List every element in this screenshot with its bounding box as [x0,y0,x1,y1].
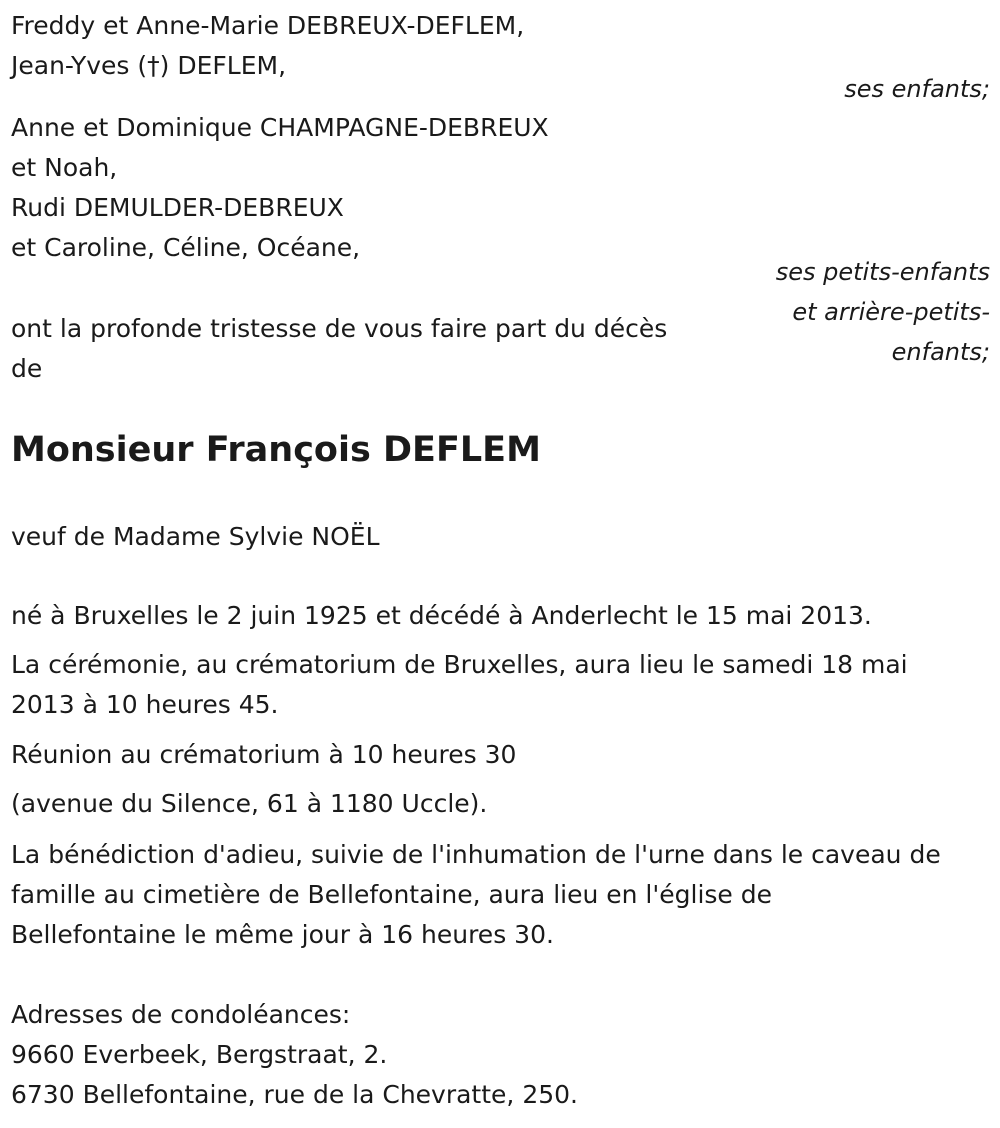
grandchildren-role-line-2: et arrière-petits- [792,298,990,326]
condolences-title: Adresses de condoléances: [11,1000,351,1029]
condolence-address-2: 6730 Bellefontaine, rue de la Chevratte, 250. [11,1080,578,1109]
announcement-line-2: de [11,354,43,383]
blessing-line-2: famille au cimetière de Bellefontaine, aura lieu en l'église de [11,880,772,909]
birth-death: né à Bruxelles le 2 juin 1925 et décédé à Anderlecht le 15 mai 2013. [11,601,872,630]
grandchild-line-3: Rudi DEMULDER-DEBREUX [11,193,344,222]
children-role: ses enfants; [844,75,990,103]
ceremony-line-1: La cérémonie, au crématorium de Bruxelles, aura lieu le samedi 18 mai [11,650,908,679]
child-line-1: Freddy et Anne-Marie DEBREUX-DEFLEM, [11,11,525,40]
child-line-2: Jean-Yves (†) DEFLEM, [11,51,287,80]
deceased-name: Monsieur François DEFLEM [11,430,541,470]
grandchild-line-4: et Caroline, Céline, Océane, [11,233,361,262]
announcement-line-1: ont la profonde tristesse de vous faire part du décès [11,314,668,343]
grandchildren-role-line-3: enfants; [891,338,990,366]
meeting: Réunion au crématorium à 10 heures 30 [11,740,517,769]
grandchild-line-2: et Noah, [11,153,118,182]
widower-of: veuf de Madame Sylvie NOËL [11,522,380,551]
grandchildren-role-line-1: ses petits-enfants [775,258,990,286]
condolence-address-1: 9660 Everbeek, Bergstraat, 2. [11,1040,388,1069]
grandchild-line-1: Anne et Dominique CHAMPAGNE-DEBREUX [11,113,549,142]
crematorium-address: (avenue du Silence, 61 à 1180 Uccle). [11,789,488,818]
ceremony-line-2: 2013 à 10 heures 45. [11,690,279,719]
blessing-line-3: Bellefontaine le même jour à 16 heures 30. [11,920,554,949]
blessing-line-1: La bénédiction d'adieu, suivie de l'inhumation de l'urne dans le caveau de [11,840,941,869]
